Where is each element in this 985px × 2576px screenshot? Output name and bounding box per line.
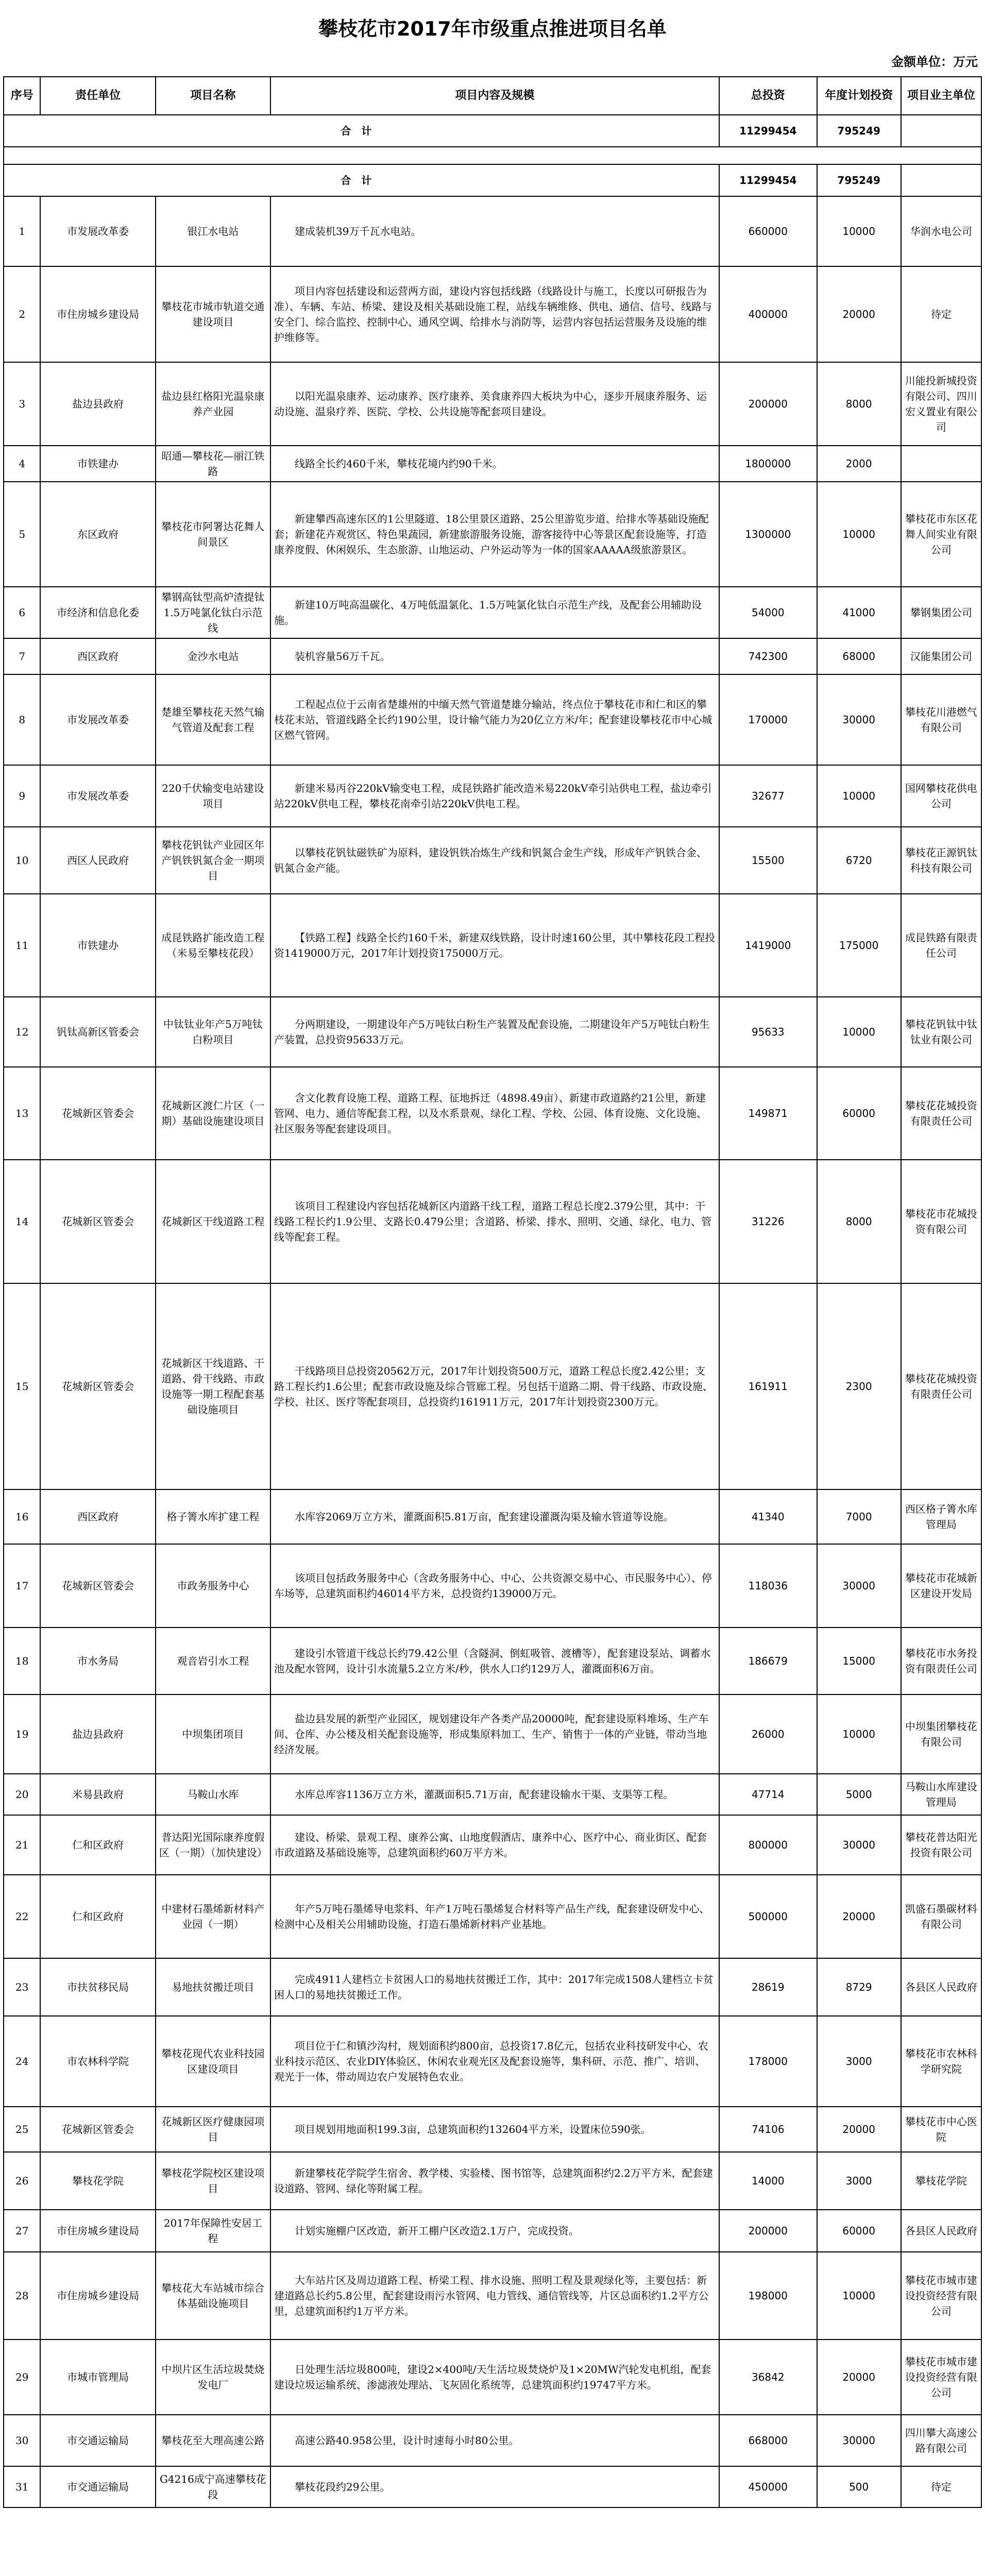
project-owner: 中坝集团攀枝花有限公司 <box>901 1694 981 1774</box>
responsible-unit: 钒钛高新区管委会 <box>40 997 155 1067</box>
summary-plan: 795249 <box>817 115 901 147</box>
project-owner <box>901 446 981 482</box>
project-owner: 攀枝花市水务投资有限责任公司 <box>901 1628 981 1694</box>
project-scale: 高速公路40.958公里，设计时速每小时80公里。 <box>270 2415 719 2466</box>
row-number: 30 <box>4 2415 40 2466</box>
total-investment: 149871 <box>719 1067 817 1160</box>
responsible-unit: 西区政府 <box>40 1489 155 1544</box>
project-owner: 汉能集团公司 <box>901 638 981 674</box>
project-scale: 建设引水管道干线总长约79.42公里（含隧洞、倒虹吸管、渡槽等），配套建设泵站、调蓄水池及配水管网，设计引水流量5.2立方米/秒，供水人口约129万人，灌溉面积6万亩。 <box>270 1628 719 1694</box>
summary-owner-empty-repeat <box>901 164 981 196</box>
row-number: 2 <box>4 266 40 362</box>
table-row <box>4 1544 981 1628</box>
responsible-unit: 盐边县政府 <box>40 362 155 446</box>
project-owner: 各县区人民政府 <box>901 2210 981 2252</box>
annual-plan-investment: 10000 <box>817 1694 901 1774</box>
project-owner: 攀钢集团公司 <box>901 587 981 638</box>
row-number: 15 <box>4 1283 40 1489</box>
project-name: 昭通—攀枝花—丽江铁路 <box>156 446 270 482</box>
project-owner: 攀枝花市城市建设投资经营有限公司 <box>901 2340 981 2415</box>
project-scale: 该项目包括政务服务中心（含政务服务中心、中心、公共资源交易中心、市民服务中心）、停车场等，总建筑面积约46014平方米，总投资约139000万元。 <box>270 1544 719 1628</box>
row-number: 25 <box>4 2107 40 2152</box>
project-owner: 川能投新城投资有限公司、四川宏义置业有限公司 <box>901 362 981 446</box>
annual-plan-investment: 60000 <box>817 2210 901 2252</box>
row-number: 9 <box>4 765 40 827</box>
total-investment: 31226 <box>719 1160 817 1283</box>
project-owner: 攀枝花市城市建设投资经营有限公司 <box>901 2252 981 2340</box>
row-number: 12 <box>4 997 40 1067</box>
summary-row <box>4 115 981 147</box>
project-scale: 该项目工程建设内容包括花城新区内道路干线工程，道路工程总长度2.379公里，其中：干线路工程长约1.9公里、支路长0.479公里；含道路、桥梁、排水、照明、交通、绿化、电力、管线等配套工程。 <box>270 1160 719 1283</box>
total-investment: 161911 <box>719 1283 817 1489</box>
header-unit: 责任单位 <box>40 77 155 115</box>
summary-total: 11299454 <box>719 115 817 147</box>
project-name: 攀枝花学院校区建设项目 <box>156 2152 270 2210</box>
total-investment: 32677 <box>719 765 817 827</box>
project-owner: 攀枝花花城投资有限责任公司 <box>901 1067 981 1160</box>
annual-plan-investment: 7000 <box>817 1489 901 1544</box>
table-row <box>4 446 981 482</box>
project-scale: 装机容量56万千瓦。 <box>270 638 719 674</box>
project-owner: 攀枝花学院 <box>901 2152 981 2210</box>
header-plan: 年度计划投资 <box>817 77 901 115</box>
responsible-unit: 米易县政府 <box>40 1774 155 1815</box>
header-no: 序号 <box>4 77 40 115</box>
project-name: 金沙水电站 <box>156 638 270 674</box>
annual-plan-investment: 8729 <box>817 1958 901 2016</box>
total-investment: 74106 <box>719 2107 817 2152</box>
total-investment: 1419000 <box>719 894 817 997</box>
responsible-unit: 市住房城乡建设局 <box>40 2210 155 2252</box>
table-row <box>4 1875 981 1958</box>
project-name: 攀枝花市阿署达花舞人间景区 <box>156 482 270 587</box>
annual-plan-investment: 15000 <box>817 1628 901 1694</box>
total-investment: 118036 <box>719 1544 817 1628</box>
responsible-unit: 市经济和信息化委 <box>40 587 155 638</box>
summary-plan-repeat: 795249 <box>817 164 901 196</box>
project-scale: 计划实施棚户区改造，新开工棚户区改造2.1万户，完成投资。 <box>270 2210 719 2252</box>
responsible-unit: 花城新区管委会 <box>40 1067 155 1160</box>
responsible-unit: 市交通运输局 <box>40 2466 155 2507</box>
row-number: 23 <box>4 1958 40 2016</box>
project-name: 花城新区干线道路、干道路、骨干线路、市政设施等一期工程配套基础设施项目 <box>156 1283 270 1489</box>
responsible-unit: 西区政府 <box>40 638 155 674</box>
project-owner: 攀枝花花城投资有限责任公司 <box>901 1283 981 1489</box>
responsible-unit: 西区人民政府 <box>40 827 155 894</box>
project-scale: 新建米易丙谷220kV输变电工程，成昆铁路扩能改造米易220kV牵引站供电工程，盐边牵引站220kV供电工程，攀枝花南牵引站220kV供电工程。 <box>270 765 719 827</box>
project-scale: 分两期建设，一期建设年产5万吨钛白粉生产装置及配套设施，二期建设年产5万吨钛白粉生产装置，总投资95633万元。 <box>270 997 719 1067</box>
row-number: 6 <box>4 587 40 638</box>
total-investment: 47714 <box>719 1774 817 1815</box>
project-name: 楚雄至攀枝花天然气输气管道及配套工程 <box>156 674 270 765</box>
responsible-unit: 市铁建办 <box>40 894 155 997</box>
table-row <box>4 2107 981 2152</box>
total-investment: 1800000 <box>719 446 817 482</box>
row-number: 29 <box>4 2340 40 2415</box>
row-number: 8 <box>4 674 40 765</box>
project-scale: 建设、桥梁、景观工程、康养公寓、山地度假酒店、康养中心、医疗中心、商业街区、配套市政道路及基础设施等，总建筑面积约60万平方米。 <box>270 1815 719 1875</box>
responsible-unit: 花城新区管委会 <box>40 1544 155 1628</box>
total-investment: 54000 <box>719 587 817 638</box>
row-number: 1 <box>4 196 40 266</box>
table-row <box>4 1815 981 1875</box>
project-owner: 攀枝花正源钒钛科技有限公司 <box>901 827 981 894</box>
project-scale: 新建10万吨高温碳化、4万吨低温氯化、1.5万吨氯化钛白示范生产线，及配套公用辅助设施。 <box>270 587 719 638</box>
total-investment: 14000 <box>719 2152 817 2210</box>
annual-plan-investment: 2000 <box>817 446 901 482</box>
annual-plan-investment: 8000 <box>817 362 901 446</box>
project-scale: 大车站片区及周边道路工程、桥梁工程、排水设施、照明工程及景观绿化等，主要包括：新建道路总长约5.8公里，配套建设雨污水管网、电力管线、通信管线等，片区总面积约1.2平方公里，总建筑面积约1万平方米。 <box>270 2252 719 2340</box>
table-row <box>4 894 981 997</box>
total-investment: 800000 <box>719 1815 817 1875</box>
project-scale: 【铁路工程】线路全长约160千米，新建双线铁路，设计时速160公里，其中攀枝花段工程投资1419000万元，2017年计划投资175000万元。 <box>270 894 719 997</box>
row-number: 11 <box>4 894 40 997</box>
responsible-unit: 市水务局 <box>40 1628 155 1694</box>
amount-unit-label: 金额单位：万元 <box>891 54 978 69</box>
annual-plan-investment: 3000 <box>817 2016 901 2107</box>
table-row <box>4 1160 981 1283</box>
annual-plan-investment: 41000 <box>817 587 901 638</box>
spacer-row <box>4 147 981 164</box>
row-number: 21 <box>4 1815 40 1875</box>
table-row <box>4 2152 981 2210</box>
total-investment: 170000 <box>719 674 817 765</box>
project-owner: 攀枝花普达阳光投资有限公司 <box>901 1815 981 1875</box>
responsible-unit: 仁和区政府 <box>40 1815 155 1875</box>
total-investment: 1300000 <box>719 482 817 587</box>
table-row <box>4 266 981 362</box>
row-number: 17 <box>4 1544 40 1628</box>
table-row <box>4 997 981 1067</box>
row-number: 31 <box>4 2466 40 2507</box>
table-row <box>4 2252 981 2340</box>
project-owner: 四川攀大高速公路有限公司 <box>901 2415 981 2466</box>
table-row <box>4 674 981 765</box>
summary-label-repeat: 合计 <box>4 164 719 196</box>
project-name: 中钛钛业年产5万吨钛白粉项目 <box>156 997 270 1067</box>
project-owner: 攀枝花市中心医院 <box>901 2107 981 2152</box>
row-number: 4 <box>4 446 40 482</box>
table-row <box>4 765 981 827</box>
row-number: 7 <box>4 638 40 674</box>
project-name: 攀枝花市城市轨道交通建设项目 <box>156 266 270 362</box>
total-investment: 26000 <box>719 1694 817 1774</box>
project-name: 花城新区渡仁片区（一期）基础设施建设项目 <box>156 1067 270 1160</box>
annual-plan-investment: 10000 <box>817 196 901 266</box>
total-investment: 200000 <box>719 2210 817 2252</box>
total-investment: 198000 <box>719 2252 817 2340</box>
responsible-unit: 市住房城乡建设局 <box>40 2252 155 2340</box>
row-number: 10 <box>4 827 40 894</box>
project-scale: 以阳光温泉康养、运动康养、医疗康养、美食康养四大板块为中心，逐步开展康养服务、运动设施、温泉疗养、医院、学校、公共设施等配套项目建设。 <box>270 362 719 446</box>
responsible-unit: 市扶贫移民局 <box>40 1958 155 2016</box>
project-name: 易地扶贫搬迁项目 <box>156 1958 270 2016</box>
project-scale: 水库总库容1136万立方米，灌溉面积5.71万亩，配套建设输水干渠、支渠等工程。 <box>270 1774 719 1815</box>
project-name: 普达阳光国际康养度假区（一期）（加快建设） <box>156 1815 270 1875</box>
project-scale: 项目内容包括建设和运营两方面，建设内容包括线路（线路设计与施工，长度以可研报告为准）、车辆、车站、桥梁、建设及相关基础设施工程，站线车辆维修、供电、通信、信号、线路与安全门、综合监控、控制中心、通风空调、给排水与消防等，运营内容包括运营服务及设施的维护维修等。 <box>270 266 719 362</box>
project-name: 花城新区干线道路工程 <box>156 1160 270 1283</box>
project-name: 观音岩引水工程 <box>156 1628 270 1694</box>
project-scale: 以攀枝花钒钛磁铁矿为原料，建设钒铁冶炼生产线和钒氮合金生产线，形成年产钒铁合金、钒氮合金产能。 <box>270 827 719 894</box>
project-owner: 待定 <box>901 2466 981 2507</box>
table-row <box>4 1774 981 1815</box>
responsible-unit: 市铁建办 <box>40 446 155 482</box>
responsible-unit: 市交通运输局 <box>40 2415 155 2466</box>
table-row <box>4 2340 981 2415</box>
annual-plan-investment: 3000 <box>817 2152 901 2210</box>
annual-plan-investment: 5000 <box>817 1774 901 1815</box>
project-name: G4216成宁高速攀枝花段 <box>156 2466 270 2507</box>
project-owner: 攀枝花市花城新区建设开发局 <box>901 1544 981 1628</box>
project-name: 攀钢高钛型高炉渣提钛1.5万吨氯化钛白示范线 <box>156 587 270 638</box>
annual-plan-investment: 68000 <box>817 638 901 674</box>
responsible-unit: 攀枝花学院 <box>40 2152 155 2210</box>
row-number: 19 <box>4 1694 40 1774</box>
project-scale: 线路全长约460千米，攀枝花境内约90千米。 <box>270 446 719 482</box>
responsible-unit: 市发展改革委 <box>40 196 155 266</box>
table-row <box>4 587 981 638</box>
header-row <box>4 77 981 115</box>
row-number: 22 <box>4 1875 40 1958</box>
spacer-cell <box>4 147 981 164</box>
page-title: 攀枝花市2017年市级重点推进项目名单 <box>318 18 667 40</box>
annual-plan-investment: 500 <box>817 2466 901 2507</box>
table-row <box>4 1694 981 1774</box>
total-investment: 450000 <box>719 2466 817 2507</box>
annual-plan-investment: 10000 <box>817 482 901 587</box>
header-scale: 项目内容及规模 <box>270 77 719 115</box>
project-owner: 成昆铁路有限责任公司 <box>901 894 981 997</box>
total-investment: 36842 <box>719 2340 817 2415</box>
row-number: 24 <box>4 2016 40 2107</box>
project-name: 市政务服务中心 <box>156 1544 270 1628</box>
project-scale: 干线路项目总投资20562万元，2017年计划投资500万元，道路工程总长度2.42公里；支路工程长约1.6公里；配套市政设施及综合管廊工程。另包括干道路二期、骨干线路、市政设施、学校、社区、医疗等配套项目，总投资约161911万元，2017年计划投资2300万元。 <box>270 1283 719 1489</box>
annual-plan-investment: 6720 <box>817 827 901 894</box>
annual-plan-investment: 8000 <box>817 1160 901 1283</box>
total-investment: 41340 <box>719 1489 817 1544</box>
project-owner: 攀枝花川港燃气有限公司 <box>901 674 981 765</box>
project-name: 攀枝花至大理高速公路 <box>156 2415 270 2466</box>
annual-plan-investment: 30000 <box>817 674 901 765</box>
total-investment: 178000 <box>719 2016 817 2107</box>
table-row <box>4 1958 981 2016</box>
table-row <box>4 2016 981 2107</box>
total-investment: 186679 <box>719 1628 817 1694</box>
responsible-unit: 市发展改革委 <box>40 674 155 765</box>
table-row <box>4 1489 981 1544</box>
summary-label: 合计 <box>4 115 719 147</box>
total-investment: 660000 <box>719 196 817 266</box>
table-row <box>4 638 981 674</box>
project-name: 花城新区医疗健康园项目 <box>156 2107 270 2152</box>
row-number: 28 <box>4 2252 40 2340</box>
responsible-unit: 盐边县政府 <box>40 1694 155 1774</box>
project-owner: 各县区人民政府 <box>901 1958 981 2016</box>
table-row <box>4 827 981 894</box>
total-investment: 28619 <box>719 1958 817 2016</box>
row-number: 27 <box>4 2210 40 2252</box>
table-row <box>4 1283 981 1489</box>
project-scale: 日处理生活垃圾800吨，建设2×400吨/天生活垃圾焚烧炉及1×20MW汽轮发电机组，配套建设垃圾运输系统、渗滤液处理站、飞灰固化系统等，总建筑面积约19747平方米。 <box>270 2340 719 2415</box>
total-investment: 95633 <box>719 997 817 1067</box>
project-name: 攀枝花现代农业科技园区建设项目 <box>156 2016 270 2107</box>
responsible-unit: 花城新区管委会 <box>40 2107 155 2152</box>
table-row <box>4 196 981 266</box>
project-name: 马鞍山水库 <box>156 1774 270 1815</box>
project-owner: 凯盛石墨碳材料有限公司 <box>901 1875 981 1958</box>
row-number: 13 <box>4 1067 40 1160</box>
annual-plan-investment: 20000 <box>817 1875 901 1958</box>
row-number: 16 <box>4 1489 40 1544</box>
table-row <box>4 2466 981 2507</box>
annual-plan-investment: 30000 <box>817 1544 901 1628</box>
project-scale: 年产5万吨石墨烯导电浆料、年产1万吨石墨烯复合材料等产品生产线，配套建设研发中心、检测中心及相关公用辅助设施，打造石墨烯新材料产业基地。 <box>270 1875 719 1958</box>
annual-plan-investment: 10000 <box>817 2252 901 2340</box>
project-scale: 完成4911人建档立卡贫困人口的易地扶贫搬迁工作，其中：2017年完成1508人建档立卡贫困人口的易地扶贫搬迁工作。 <box>270 1958 719 2016</box>
total-investment: 668000 <box>719 2415 817 2466</box>
project-name: 盐边县红格阳光温泉康养产业园 <box>156 362 270 446</box>
project-name: 220千伏输变电站建设项目 <box>156 765 270 827</box>
project-name: 中坝片区生活垃圾焚烧发电厂 <box>156 2340 270 2415</box>
summary-row-repeat <box>4 164 981 196</box>
project-name: 2017年保障性安居工程 <box>156 2210 270 2252</box>
responsible-unit: 花城新区管委会 <box>40 1160 155 1283</box>
project-scale: 建成装机39万千瓦水电站。 <box>270 196 719 266</box>
table-row <box>4 2415 981 2466</box>
project-owner: 攀枝花钒钛中钛钛业有限公司 <box>901 997 981 1067</box>
project-scale: 工程起点位于云南省楚雄州的中缅天然气管道楚雄分输站，终点位于攀枝花市和仁和区的攀枝花末站，管道线路全长约190公里，设计输气能力为20亿立方米/年；配套建设攀枝花市中心城区燃气管网。 <box>270 674 719 765</box>
project-name: 中建材石墨烯新材料产业园（一期） <box>156 1875 270 1958</box>
project-scale: 项目规划用地面积199.3亩，总建筑面积约132604平方米，设置床位590张。 <box>270 2107 719 2152</box>
project-name: 攀枝花大车站城市综合体基础设施项目 <box>156 2252 270 2340</box>
project-scale: 新建攀西高速东区的1公里隧道、18公里景区道路、25公里游览步道、给排水等基础设施配套；新建花卉观赏区、特色果蔬园，新建旅游服务设施，游客接待中心等景区配套设施等，打造康养度假、休闲娱乐、生态旅游、山地运动、户外运动等为一体的国家AAAAA级旅游景区。 <box>270 482 719 587</box>
header-name: 项目名称 <box>156 77 270 115</box>
header-total: 总投资 <box>719 77 817 115</box>
row-number: 5 <box>4 482 40 587</box>
row-number: 20 <box>4 1774 40 1815</box>
total-investment: 15500 <box>719 827 817 894</box>
project-owner: 西区格子箐水库管理局 <box>901 1489 981 1544</box>
project-owner: 华润水电公司 <box>901 196 981 266</box>
project-scale: 含文化教育设施工程、道路工程、征地拆迁（4898.49亩）、新建市政道路约21公里，新建管网、电力、通信等配套工程，以及水系景观、绿化工程、学校、公园、体育设施、文化设施、社区服务等配套建设项目。 <box>270 1067 719 1160</box>
project-owner: 攀枝花市东区花舞人间实业有限公司 <box>901 482 981 587</box>
annual-plan-investment: 30000 <box>817 1815 901 1875</box>
responsible-unit: 仁和区政府 <box>40 1875 155 1958</box>
project-scale: 新建攀枝花学院学生宿舍、教学楼、实验楼、图书馆等，总建筑面积约2.2万平方米，配套建设道路、管网、绿化等附属工程。 <box>270 2152 719 2210</box>
project-owner: 攀枝花市农林科学研究院 <box>901 2016 981 2107</box>
project-name: 攀枝花钒钛产业园区年产钒铁钒氮合金一期项目 <box>156 827 270 894</box>
project-name: 银江水电站 <box>156 196 270 266</box>
responsible-unit: 东区政府 <box>40 482 155 587</box>
annual-plan-investment: 30000 <box>817 2415 901 2466</box>
annual-plan-investment: 60000 <box>817 1067 901 1160</box>
annual-plan-investment: 20000 <box>817 2340 901 2415</box>
row-number: 14 <box>4 1160 40 1283</box>
project-owner: 国网攀枝花供电公司 <box>901 765 981 827</box>
annual-plan-investment: 10000 <box>817 997 901 1067</box>
annual-plan-investment: 20000 <box>817 2107 901 2152</box>
total-investment: 500000 <box>719 1875 817 1958</box>
project-scale: 项目位于仁和镇沙沟村，规划面积约800亩，总投资17.8亿元，包括农业科技研发中心、农业科技示范区、农业DIY体验区、休闲农业观光区及配套设施等，集科研、示范、推广、培训、观光于一体，带动周边农户发展特色农业。 <box>270 2016 719 2107</box>
project-name: 中坝集团项目 <box>156 1694 270 1774</box>
project-scale: 攀枝花段约29公里。 <box>270 2466 719 2507</box>
table-row <box>4 1628 981 1694</box>
table-row <box>4 2210 981 2252</box>
responsible-unit: 市城市管理局 <box>40 2340 155 2415</box>
project-name: 成昆铁路扩能改造工程（米易至攀枝花段） <box>156 894 270 997</box>
projects-table <box>3 76 982 2508</box>
responsible-unit: 市农林科学院 <box>40 2016 155 2107</box>
annual-plan-investment: 20000 <box>817 266 901 362</box>
project-scale: 盐边县发展的新型产业园区，规划建设年产各类产品20000吨，配套建设原料堆场、生产车间、仓库、办公楼及相关配套设施等，形成集原料加工、生产、销售于一体的产业链，带动当地经济发展。 <box>270 1694 719 1774</box>
table-row <box>4 362 981 446</box>
responsible-unit: 市住房城乡建设局 <box>40 266 155 362</box>
header-owner: 项目业主单位 <box>901 77 981 115</box>
responsible-unit: 市发展改革委 <box>40 765 155 827</box>
row-number: 3 <box>4 362 40 446</box>
row-number: 18 <box>4 1628 40 1694</box>
table-row <box>4 1067 981 1160</box>
table-row <box>4 482 981 587</box>
project-owner: 马鞍山水库建设管理局 <box>901 1774 981 1815</box>
total-investment: 742300 <box>719 638 817 674</box>
annual-plan-investment: 2300 <box>817 1283 901 1489</box>
annual-plan-investment: 175000 <box>817 894 901 997</box>
responsible-unit: 花城新区管委会 <box>40 1283 155 1489</box>
project-scale: 水库容2069万立方米，灌溉面积5.81万亩，配套建设灌溉沟渠及输水管道等设施。 <box>270 1489 719 1544</box>
row-number: 26 <box>4 2152 40 2210</box>
summary-total-repeat: 11299454 <box>719 164 817 196</box>
total-investment: 200000 <box>719 362 817 446</box>
project-name: 格子箐水库扩建工程 <box>156 1489 270 1544</box>
annual-plan-investment: 10000 <box>817 765 901 827</box>
summary-owner-empty <box>901 115 981 147</box>
project-owner: 攀枝花市花城投资有限公司 <box>901 1160 981 1283</box>
total-investment: 400000 <box>719 266 817 362</box>
project-owner: 待定 <box>901 266 981 362</box>
